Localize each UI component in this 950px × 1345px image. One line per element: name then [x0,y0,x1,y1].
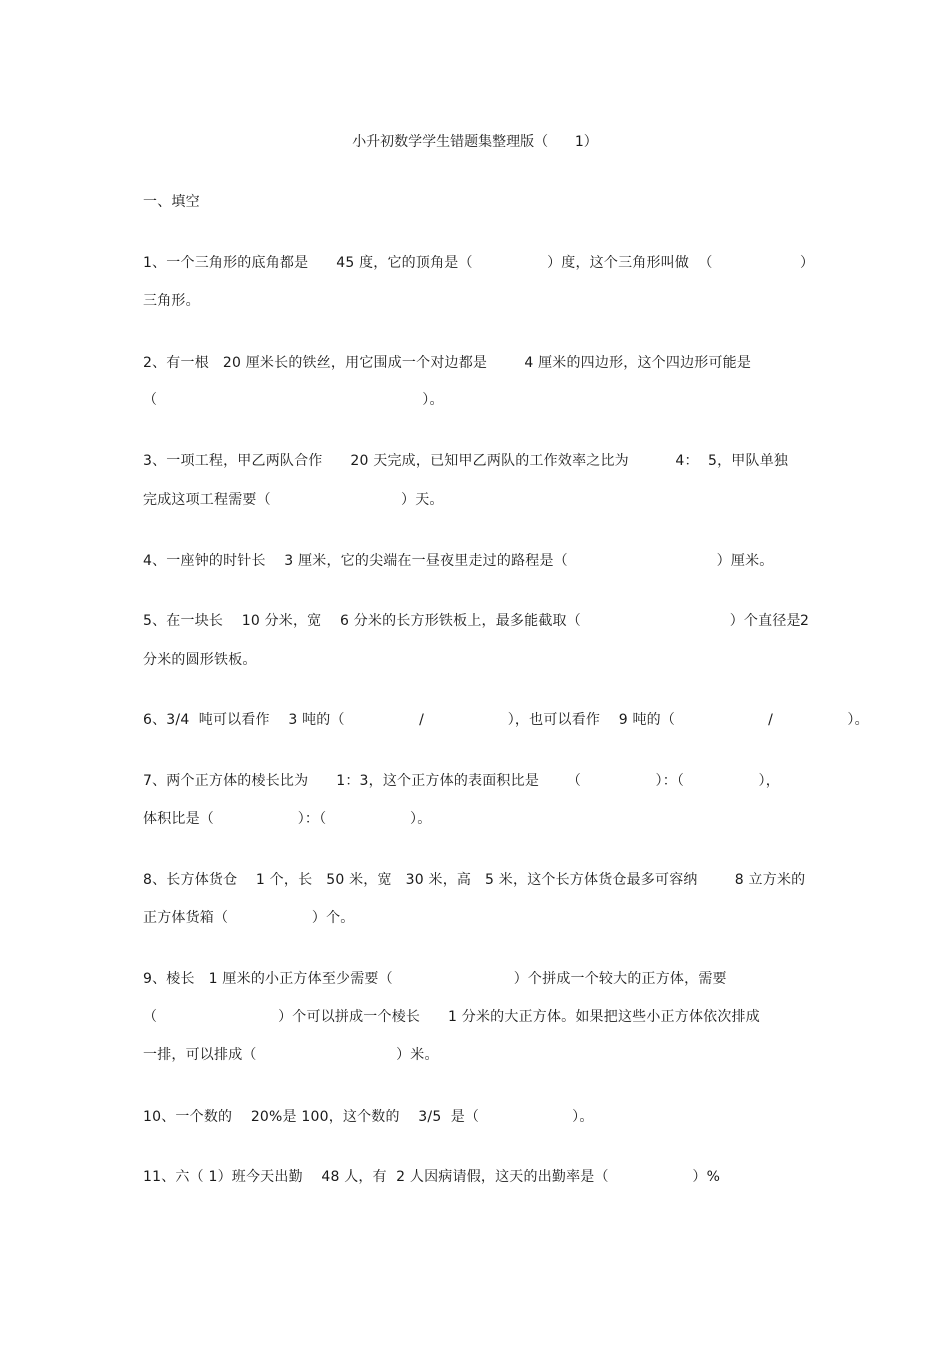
question-6-line-1: 6、3/4 吨可以看作 3 吨的（ / ），也可以看作 9 吨的（ / ）。 [143,712,869,728]
question-7-line-1: 7、两个正方体的棱长比为 1：3，这个正方体的表面积比是 （ ）：（ ）， [143,773,780,789]
question-9-line-3: 一排，可以排成（ ）米。 [143,1047,439,1063]
question-1-line-2: 三角形。 [143,293,200,309]
question-8-line-2: 正方体货箱（ ）个。 [143,910,355,926]
question-5-line-1-end: 2 [800,613,809,629]
question-5-line-2: 分米的圆形铁板。 [143,652,257,668]
question-9-line-2: （ ）个可以拼成一个棱长 1 分米的大正方体。如果把这些小正方体依次排成 [143,1009,760,1025]
question-9-line-1: 9、棱长 1 厘米的小正方体至少需要（ ）个拼成一个较大的正方体，需要 [143,971,727,987]
question-2-line-1: 2、有一根 20 厘米长的铁丝，用它围成一个对边都是 4 厘米的四边形，这个四边形可能是 [143,355,752,371]
section-heading: 一、填空 [143,194,200,210]
question-1-line-1: 1、一个三角形的底角都是 45 度，它的顶角是（ ）度，这个三角形叫做 （ [143,255,713,271]
question-10-line-1: 10、一个数的 20%是 100，这个数的 3/5 是（ ）。 [143,1109,594,1125]
question-1-line-1-end: ） [800,255,814,271]
question-7-line-2: 体积比是（ ）：（ ）。 [143,811,432,827]
question-5-line-1: 5、在一块长 10 分米，宽 6 分米的长方形铁板上，最多能截取（ ）个直径是 [143,613,801,629]
question-3-line-1: 3、一项工程，甲乙两队合作 20 天完成，已知甲乙两队的工作效率之比为 4： 5，甲队单独 [143,453,789,469]
question-8-line-1: 8、长方体货仓 1 个，长 50 米，宽 30 米，高 5 米，这个长方体货仓最多可容纳 8 立方米的 [143,872,806,888]
question-11-line-1: 11、六（ 1）班今天出勤 48 人，有 2 人因病请假，这天的出勤率是（ ）% [143,1169,721,1185]
question-3-line-2: 完成这项工程需要（ ）天。 [143,492,444,508]
page-title: 小升初数学学生错题集整理版（ 1） [352,134,598,150]
question-2-line-2: （ ）。 [143,392,444,408]
question-4-line-1: 4、一座钟的时针长 3 厘米，它的尖端在一昼夜里走过的路程是（ ）厘米。 [143,553,774,569]
